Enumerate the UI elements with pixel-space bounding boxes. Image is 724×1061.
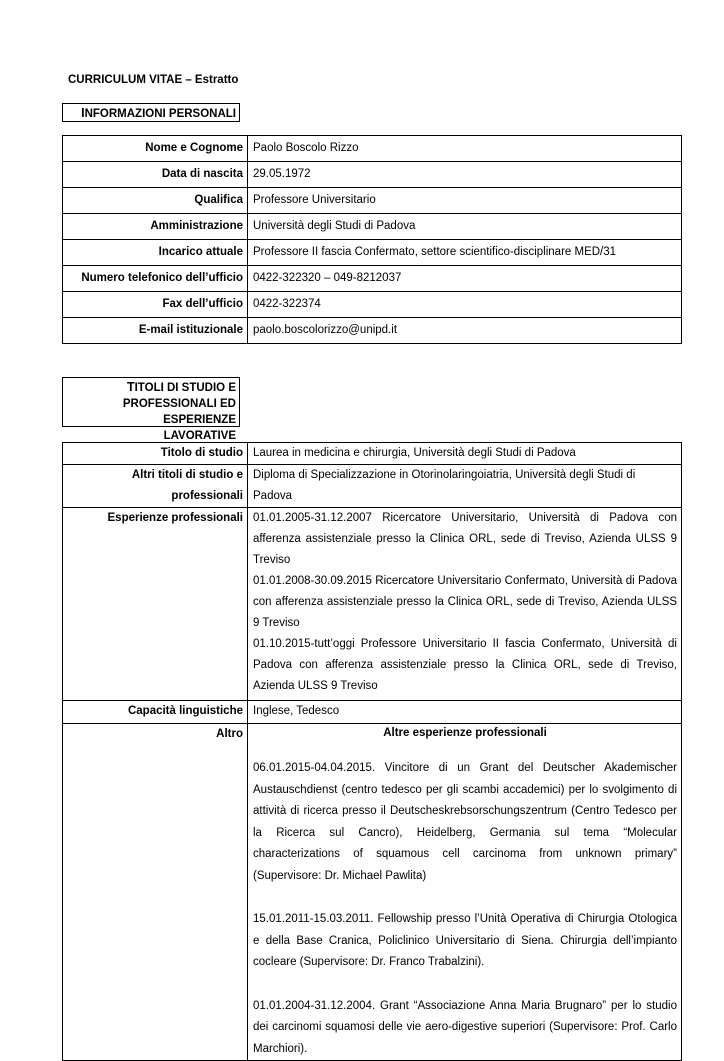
row-value: Inglese, Tedesco xyxy=(248,701,682,724)
row-label: E-mail istituzionale xyxy=(63,318,248,344)
row-label: Fax dell’ufficio xyxy=(63,292,248,318)
heading-initial: T xyxy=(126,380,135,394)
altro-heading: Altre esperienze professionali xyxy=(383,727,547,739)
row-value: 29.05.1972 xyxy=(248,162,682,188)
row-label: Altri titoli di studio e professionali xyxy=(63,465,248,508)
row-label: Esperienze professionali xyxy=(63,508,248,701)
table-row xyxy=(63,214,682,240)
experience-entry: 01.01.2008-30.09.2015 Ricercatore Universitario Confermato, Università di Padova con afferenza assistenziale presso la Clinica ORL, sede di Treviso, Azienda ULSS 9 Treviso xyxy=(253,575,677,629)
row-value: Professore II fascia Confermato, settore scientifico-disciplinare MED/31 xyxy=(248,240,682,266)
row-label: Altro xyxy=(63,724,248,1061)
row-label: Amministrazione xyxy=(63,214,248,240)
row-value: 0422-322320 – 049-8212037 xyxy=(248,266,682,292)
row-value xyxy=(248,508,682,701)
row-value: Diploma di Specializzazione in Otorinolaringoiatria, Università degli Studi di Padova xyxy=(248,465,682,508)
heading-initial: I xyxy=(81,106,85,120)
table-row xyxy=(63,318,682,344)
heading-line-3: LAVORATIVE xyxy=(163,430,236,442)
row-value: Professore Universitario xyxy=(248,188,682,214)
heading-rest: ITOLI DI STUDIO E xyxy=(134,382,236,394)
row-value: paolo.boscolorizzo@unipd.it xyxy=(248,318,682,344)
personal-section-heading xyxy=(62,103,240,122)
row-value xyxy=(248,724,682,1061)
row-label: Data di nascita xyxy=(63,162,248,188)
experience-entry: 01.10.2015-tutt’oggi Professore Universitario II fascia Confermato, Università di Padova con afferenza assistenziale presso la Clinica ORL, sede di Treviso, Azienda ULSS 9 Treviso xyxy=(253,638,677,692)
document-title: CURRICULUM VITAE – Estratto xyxy=(68,74,239,86)
table-row xyxy=(63,292,682,318)
altro-paragraph: 06.01.2015-04.04.2015. Vincitore di un Grant del Deutscher Akademischer Austauschdienst (centro tedesco per gli scambi accademici) per lo svolgimento di attività di ricerca presso il Deutscheskrebsorschungszentrum (Centro Tedesco per la Ricerca sul Cancro), Heidelberg, Germania sul tema “Molecular characterizations of squamous cell carcinoma from unknown primary” (Supervisore: Dr. Michael Pawlita) xyxy=(253,762,677,882)
table-row xyxy=(63,724,682,1061)
row-label: Titolo di studio xyxy=(63,443,248,465)
table-row xyxy=(63,240,682,266)
row-label: Qualifica xyxy=(63,188,248,214)
row-value: 0422-322374 xyxy=(248,292,682,318)
table-row xyxy=(63,508,682,701)
heading-line-1 xyxy=(66,379,236,396)
altro-paragraph: 15.01.2011-15.03.2011. Fellowship presso l’Unità Operativa di Chirurgia Otologica e della Base Cranica, Policlinico Universitario di Siena. Chirurgia dell’impianto cocleare (Supervisore: Dr. Franco Trabalzini). xyxy=(253,913,677,968)
heading-line-2: PROFESSIONALI ED ESPERIENZE xyxy=(122,398,236,426)
titles-section-heading xyxy=(62,377,240,442)
row-value: Università degli Studi di Padova xyxy=(248,214,682,240)
table-row xyxy=(63,162,682,188)
row-label: Nome e Cognome xyxy=(63,136,248,162)
table-row xyxy=(63,443,682,465)
row-value: Paolo Boscolo Rizzo xyxy=(248,136,682,162)
titles-table xyxy=(62,442,682,1061)
table-row xyxy=(63,136,682,162)
altro-paragraph: 01.01.2004-31.12.2004. Grant “Associazione Anna Maria Brugnaro” per lo studio dei carcinomi squamosi delle vie aero-digestive superiori (Supervisore: Prof. Carlo Marchiori). xyxy=(253,999,677,1055)
row-label: Capacità linguistiche xyxy=(63,701,248,724)
table-row xyxy=(63,701,682,724)
table-row xyxy=(63,188,682,214)
personal-info-table xyxy=(62,135,682,344)
row-label: Numero telefonico dell’ufficio xyxy=(63,266,248,292)
heading-rest: NFORMAZIONI PERSONALI xyxy=(84,108,236,120)
experience-entry: 01.01.2005-31.12.2007 Ricercatore Universitario, Università di Padova con afferenza assistenziale presso la Clinica ORL, sede di Treviso, Azienda ULSS 9 Treviso xyxy=(253,512,677,566)
row-label: Incarico attuale xyxy=(63,240,248,266)
row-value: Laurea in medicina e chirurgia, Università degli Studi di Padova xyxy=(248,443,682,465)
table-row xyxy=(63,266,682,292)
table-row xyxy=(63,465,682,508)
